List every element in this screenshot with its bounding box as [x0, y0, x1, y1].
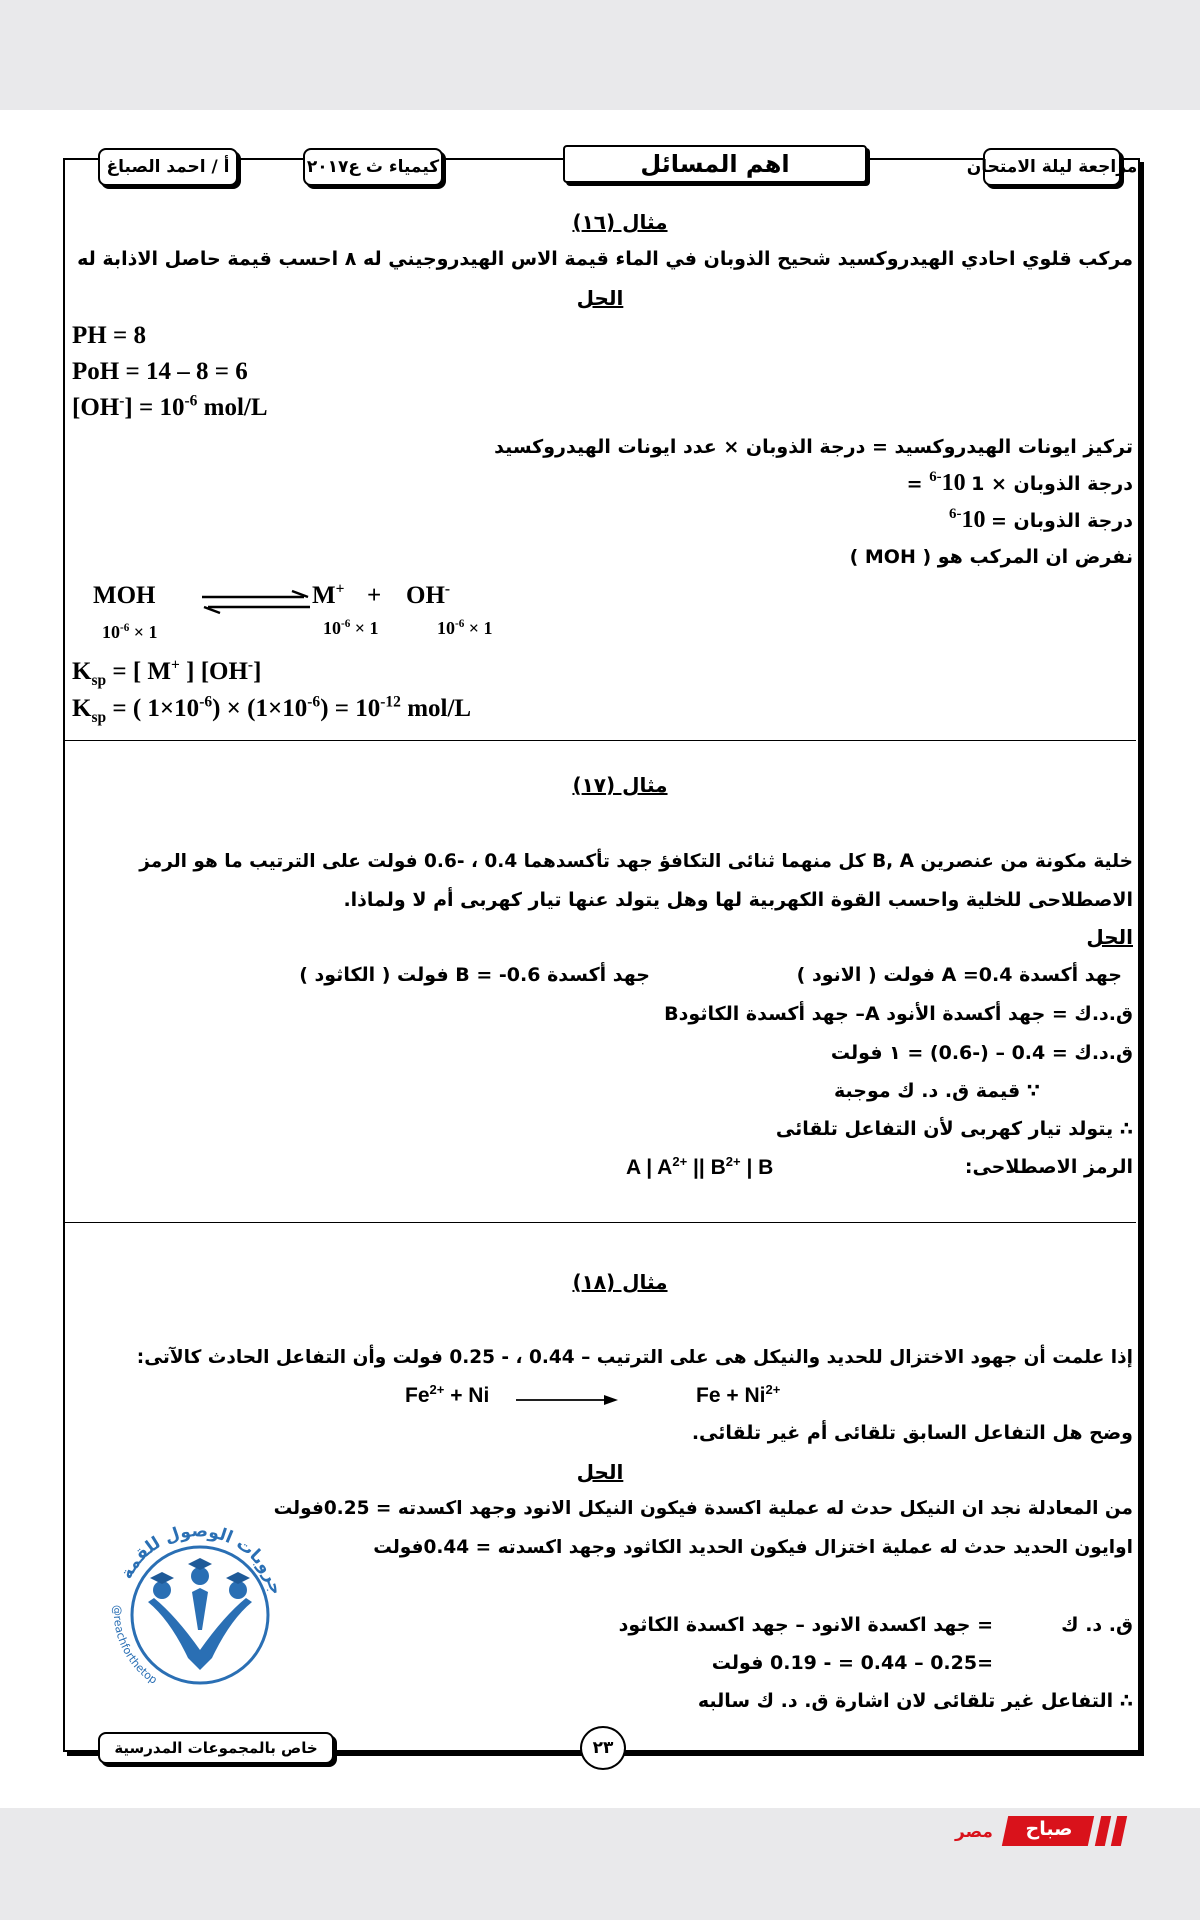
cathode-potential: جهد أكسدة B = -0.6 فولت ( الكاثود ) — [299, 964, 650, 986]
ksp-expression: $K_{sp}$ = [ M+ ] [OH-] — [72, 656, 262, 689]
brand-stripe — [1111, 1816, 1127, 1846]
section-divider — [65, 1222, 1136, 1223]
logo-arc-text: جروبات الوصول للقمة — [116, 1521, 287, 1598]
example-16-solution-label: الحل — [576, 286, 624, 310]
current-conclusion: ∴ يتولد تيار كهربى لأن التفاعل تلقائى — [775, 1118, 1133, 1140]
section-divider — [65, 740, 1136, 741]
eq-oh-ion: OH- — [406, 580, 451, 609]
coef-moh: $10^{-6} \times 1$ — [102, 622, 158, 642]
emf-calculation: ق.د.ك = 0.4 – (-0.6) = ١ فولت — [830, 1042, 1133, 1064]
example-17-question-line2: الاصطلاحى للخلية واحسب القوة الكهربية لها وهل يتولد عنها تيار كهربى أم لا ولماذا. — [343, 889, 1133, 911]
example-16-question: مركب قلوي احادي الهيدروكسيد شحيح الذوبان في الماء قيمة الاس الهيدروجيني له ٨ احسب قيمة حاصل الاذابة له — [77, 248, 1133, 270]
example-18-heading: مثال (١٨) — [572, 1270, 668, 1294]
example-18-solution-label: الحل — [576, 1460, 624, 1484]
page-title: اهم المسائل — [563, 145, 867, 183]
reaction-reactants: $Fe^{2+} + Ni$ — [405, 1382, 490, 1407]
eq-plus: + — [367, 582, 382, 609]
reaction-products: $Fe + Ni^{2+}$ — [696, 1382, 781, 1407]
eq-m-ion: M+ — [312, 580, 345, 609]
logo-handle: @reachforthetop — [110, 1604, 160, 1687]
emf-label: ق. د. ك — [1061, 1614, 1133, 1636]
subject-tag: كيمياء ث ع٢٠١٧ — [303, 148, 443, 186]
ksp-calculation: $K_{sp}$ = ( $1\times 10^{-6}) \times (1\times 10^{-6}) = 10^{-12}$ mol/L — [72, 693, 472, 726]
emf-formula: ق.د.ك = جهد أكسدة الأنود A– جهد أكسدة الكاثودB — [664, 1003, 1133, 1025]
top-margin-band — [0, 0, 1200, 110]
example-18-question-line2: وضح هل التفاعل السابق تلقائى أم غير تلقائى. — [691, 1422, 1133, 1444]
eq-moh: MOH — [93, 582, 156, 609]
poh-line: PoH = 14 – 8 = 6 — [72, 358, 248, 385]
brand-sub: مصر — [955, 1822, 993, 1842]
example-17-heading: مثال (١٧) — [572, 773, 668, 797]
reach-for-the-top-logo — [100, 1510, 300, 1710]
anode-potential: جهد أكسدة A =0.4 فولت ( الانود ) — [796, 964, 1122, 986]
cell-notation-label: الرمز الاصطلاحى: — [964, 1156, 1133, 1178]
schools-groups-tag: خاص بالمجموعات المدرسية — [98, 1732, 334, 1764]
reaction-arrow-icon — [514, 1392, 620, 1408]
emf-rule: = جهد اكسدة الانود – جهد اكسدة الكاثود — [618, 1614, 993, 1636]
coef-oh: $10^{-6} \times 1$ — [437, 618, 493, 638]
example-17-solution-label: الحل — [1086, 925, 1133, 949]
cell-notation: A | $A^{2+}$ || $B^{2+}$ | B — [626, 1154, 774, 1179]
example-17-question-line1: خلية مكونة من عنصرين B, A كل منهما ثنائى التكافؤ جهد تأكسدهما 0.4 ، -0.6 فولت على الترتيب ما هو الرمز — [139, 851, 1133, 872]
equilibrium-arrow-icon — [200, 588, 312, 616]
reaction-conclusion: ∴ التفاعل غير تلقائى لان اشارة ق. د. ك سالبه — [697, 1690, 1133, 1712]
compound-assumption: نفرض ان المركب هو ( MOH ) — [849, 546, 1133, 568]
page-number: ٢٣ — [580, 1726, 626, 1770]
brand-main: صباح — [1025, 1818, 1073, 1840]
oh-concentration-line: $[OH^-] = 10^{-6}$ mol/L — [72, 392, 268, 421]
teacher-tag: أ / احمد الصباغ — [98, 148, 238, 186]
solubility-equation: = درجة الذوبان × 1 $10^{-6}$ — [906, 469, 1133, 496]
anode-statement: من المعادلة نجد ان النيكل حدث له عملية اكسدة فيكون النيكل الانود وجهد اكسدته = 0.25فولت — [273, 1498, 1133, 1519]
coef-m: $10^{-6} \times 1$ — [323, 618, 379, 638]
review-tag: مراجعة ليلة الامتحان — [983, 148, 1121, 186]
emf-positive-note: ∵ قيمة ق. د. ك موجبة — [834, 1080, 1040, 1102]
example-16-heading: مثال (١٦) — [572, 210, 668, 234]
ph-line: PH = 8 — [72, 322, 146, 349]
emf-result: =0.25 – 0.44 = - 0.19 فولت — [711, 1652, 993, 1674]
brand-stripe — [1095, 1816, 1111, 1846]
example-18-question-line1: إذا علمت أن جهود الاختزال للحديد والنيكل هى على الترتيب – 0.44 ، - 0.25 فولت وأن التفاعل الحادث كالآتى: — [136, 1347, 1133, 1368]
hydroxide-concentration-rule: تركيز ايونات الهيدروكسيد = درجة الذوبان × عدد ايونات الهيدروكسيد — [494, 436, 1133, 458]
solubility-value: درجة الذوبان = $10^{-6}$ — [949, 506, 1133, 533]
cathode-statement: اوايون الحديد حدث له عملية اختزال فيكون الحديد الكاثود وجهد اكسدته = 0.44فولت — [373, 1537, 1133, 1558]
sabah-masr-brand — [955, 1810, 1150, 1854]
